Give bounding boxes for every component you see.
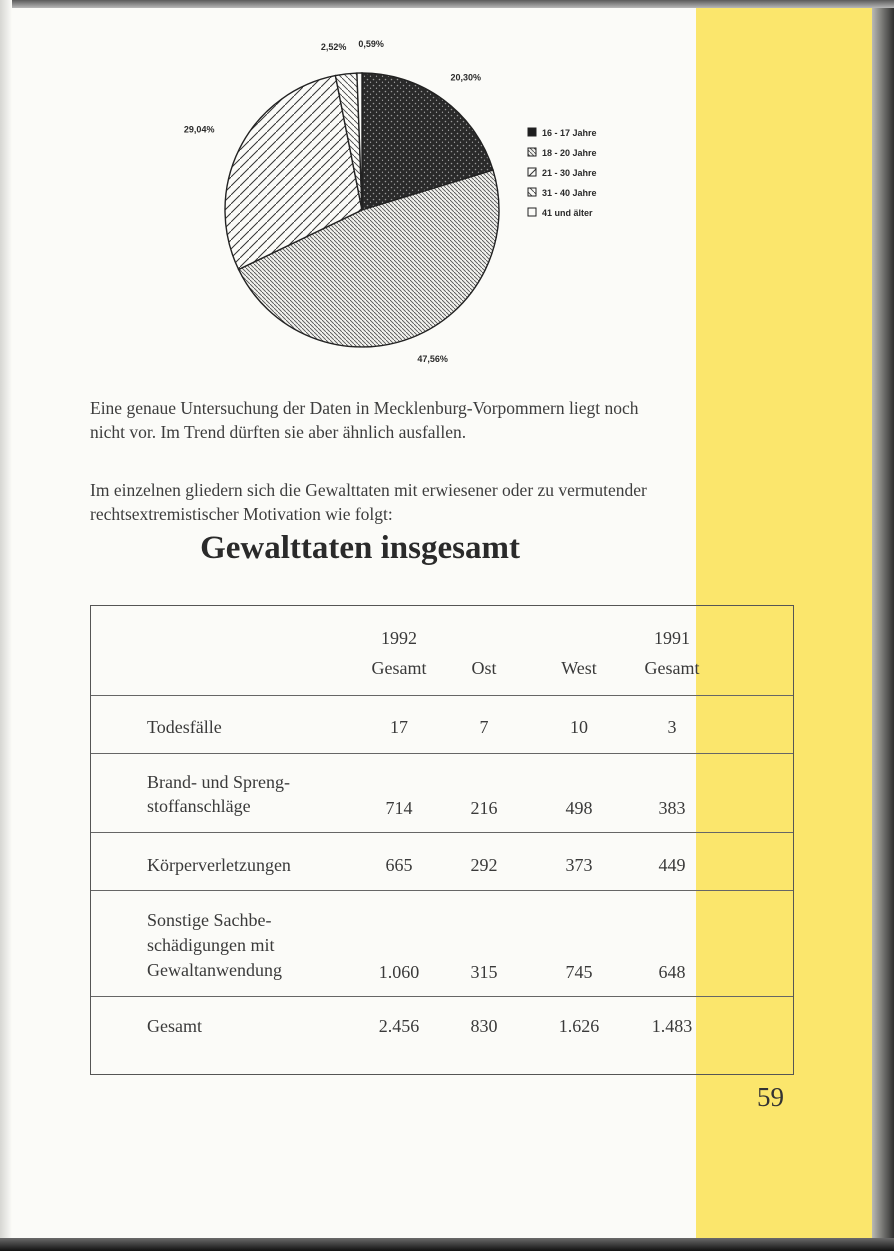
pie-slices — [225, 73, 499, 347]
cell-gesamt-1992: 2.456 — [378, 1016, 420, 1036]
page-left-edge — [0, 0, 12, 1251]
page-number: 59 — [757, 1082, 784, 1112]
header-year-1992: 1992 — [381, 628, 417, 648]
cell-gesamt-1991: 1.483 — [651, 1016, 693, 1036]
cell-gesamt-1992: 714 — [385, 798, 413, 818]
legend-21-30 — [528, 168, 597, 178]
row-label: Todesfälle — [147, 717, 222, 737]
row-label: Körperverletzungen — [147, 855, 291, 875]
legend-label: 18 - 20 Jahre — [542, 148, 597, 158]
table-divider — [91, 996, 793, 997]
pie-slice-label: 29,04% — [183, 124, 215, 135]
header-gesamt-1991: Gesamt — [644, 658, 700, 678]
legend-swatch — [528, 208, 536, 216]
table-heading: Gewalttaten insgesamt — [200, 530, 520, 566]
page-bottom-edge — [0, 1238, 894, 1251]
header-west: West — [561, 658, 597, 678]
cell-gesamt-1991: 648 — [658, 962, 686, 982]
header-gesamt-1992: Gesamt — [371, 658, 427, 678]
cell-gesamt-1991: 383 — [658, 798, 686, 818]
row-label: stoffanschläge — [147, 796, 251, 816]
legend-31-40 — [528, 188, 597, 198]
cell-ost: 292 — [470, 855, 498, 875]
breakdown-paragraph: Im einzelnen gliedern sich die Gewalttaten mit erwiesener oder zu vermutender rechtsextremistischer Motivation wie folgt: — [90, 480, 647, 524]
legend-label: 21 - 30 Jahre — [542, 168, 597, 178]
row-label: schädigungen mit — [147, 935, 275, 955]
intro-paragraph: Eine genaue Untersuchung der Daten in Mecklenburg-Vorpommern liegt noch nicht vor. Im Trend dürften sie aber ähnlich ausfallen. — [90, 398, 639, 442]
cell-ost: 216 — [470, 798, 498, 818]
cell-gesamt-1992: 17 — [390, 717, 408, 737]
table-divider — [91, 753, 793, 754]
pie-slice-label: 2,52% — [320, 42, 347, 53]
cell-west: 373 — [565, 855, 593, 875]
legend-18-20 — [528, 148, 597, 158]
cell-west: 10 — [570, 717, 588, 737]
cell-gesamt-1991: 3 — [667, 717, 677, 737]
cell-ost: 315 — [470, 962, 498, 982]
violence-statistics-table — [90, 605, 794, 1075]
legend-swatch — [528, 168, 536, 176]
row-label: Brand- und Spreng- — [147, 772, 290, 792]
row-label: Sonstige Sachbe- — [147, 910, 272, 930]
legend-label: 41 und älter — [542, 208, 593, 218]
row-label: Gewaltanwendung — [147, 960, 282, 980]
pie-slice-label: 47,56% — [417, 354, 448, 364]
cell-west: 1.626 — [558, 1016, 600, 1036]
header-ost: Ost — [471, 658, 497, 678]
row-label: Gesamt — [147, 1016, 202, 1036]
cell-west: 745 — [565, 962, 593, 982]
cell-ost: 7 — [479, 717, 489, 737]
page-right-edge — [872, 8, 894, 1251]
cell-gesamt-1992: 665 — [385, 855, 413, 875]
legend-label: 31 - 40 Jahre — [542, 188, 597, 198]
cell-ost: 830 — [470, 1016, 498, 1036]
header-year-1991: 1991 — [654, 628, 690, 648]
legend-swatch — [528, 148, 536, 156]
table-divider — [91, 832, 793, 833]
legend-label: 16 - 17 Jahre — [542, 128, 597, 138]
cell-west: 498 — [565, 798, 593, 818]
legend-41-plus — [528, 208, 593, 218]
table-divider — [91, 695, 793, 696]
cell-gesamt-1992: 1.060 — [378, 962, 420, 982]
cell-gesamt-1991: 449 — [658, 855, 686, 875]
legend-swatch — [528, 188, 536, 196]
age-pie-chart — [150, 39, 650, 380]
pie-slice-label: 0,59% — [358, 39, 384, 49]
pie-slice-label: 20,30% — [450, 72, 482, 83]
legend-swatch — [528, 128, 536, 136]
table-divider — [91, 890, 793, 891]
pie-legend — [528, 128, 597, 218]
legend-16-17 — [528, 128, 597, 138]
